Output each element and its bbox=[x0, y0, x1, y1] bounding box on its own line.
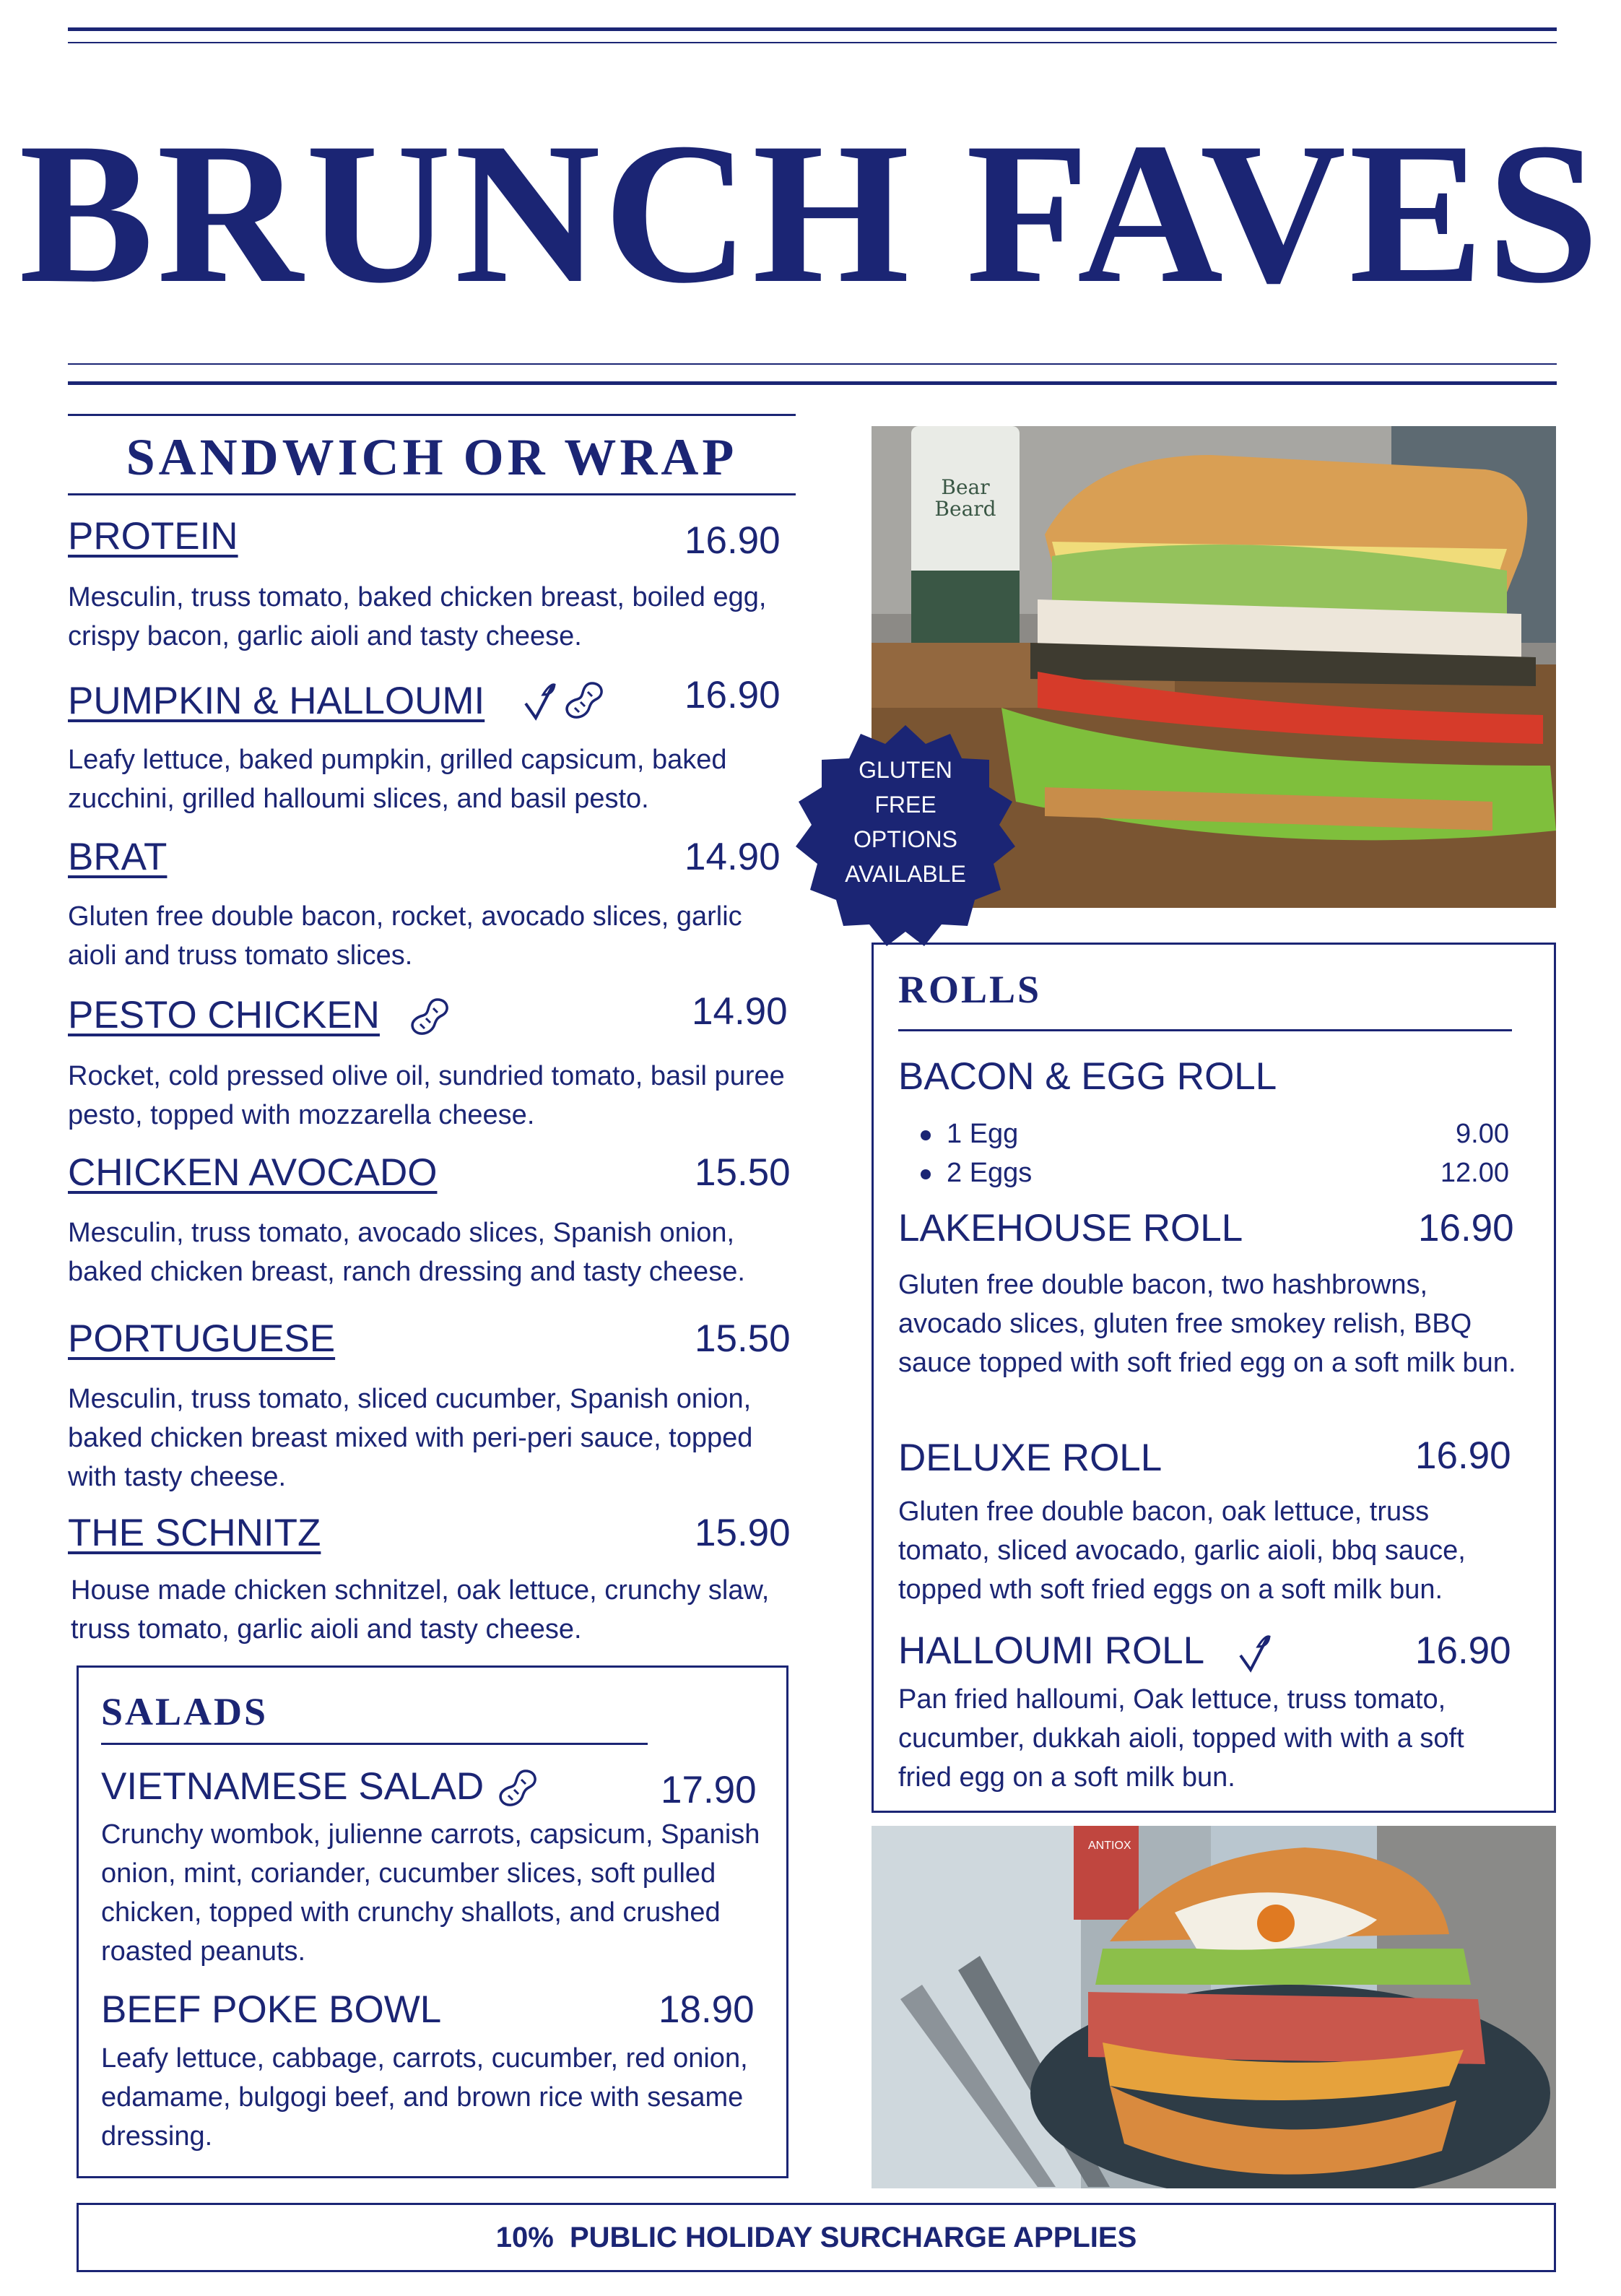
menu-item-price: 15.50 bbox=[695, 1151, 791, 1194]
vegetarian-icon bbox=[1236, 1631, 1272, 1676]
menu-item-description: Gluten free double bacon, rocket, avocado slices, garlic aioli and truss tomato slices. bbox=[68, 901, 742, 971]
menu-item-name: BRAT bbox=[68, 836, 168, 878]
menu-item-price: 16.90 bbox=[685, 674, 781, 716]
peanut-icon bbox=[409, 995, 452, 1040]
menu-item-price: 14.90 bbox=[685, 836, 781, 878]
menu-item-name: PROTEIN bbox=[68, 515, 238, 558]
cup-brand-text: Bear Beard bbox=[934, 475, 996, 521]
badge-line: GLUTEN bbox=[859, 757, 952, 783]
sandwich-section-title: SANDWICH OR WRAP bbox=[126, 428, 738, 486]
bullet bbox=[921, 1130, 931, 1140]
option-label: 1 Egg bbox=[947, 1119, 1019, 1149]
menu-item-description: Crunchy wombok, julienne carrots, capsicum, Spanish onion, mint, coriander, cucumber slices, soft pulled chicken, topped with crunchy shallots, and crushed roasted peanuts. bbox=[101, 1819, 760, 1967]
menu-item-name: CHICKEN AVOCADO bbox=[68, 1151, 438, 1194]
menu-item-description: Mesculin, truss tomato, sliced cucumber, Spanish onion, baked chicken breast mixed with peri-peri sauce, topped with tasty cheese. bbox=[68, 1384, 753, 1492]
sandwich-title-rule-bottom bbox=[68, 493, 796, 495]
option-price: 12.00 bbox=[1440, 1158, 1509, 1188]
header-top-rule-thick bbox=[68, 27, 1557, 31]
page-title: BRUNCH FAVES bbox=[19, 100, 1602, 325]
menu-item-name: PESTO CHICKEN bbox=[68, 994, 380, 1036]
option-label: 2 Eggs bbox=[947, 1158, 1033, 1188]
header-bottom-rule-thick bbox=[68, 381, 1557, 385]
badge-line: AVAILABLE bbox=[845, 861, 966, 887]
peanut-icon bbox=[497, 1767, 540, 1811]
badge-line: FREE bbox=[874, 792, 936, 818]
surcharge-notice: 10% PUBLIC HOLIDAY SURCHARGE APPLIES bbox=[495, 2222, 1137, 2253]
badge-line: OPTIONS bbox=[853, 826, 957, 852]
header-top-rule-thin bbox=[68, 42, 1557, 43]
menu-item-name: BACON & EGG ROLL bbox=[898, 1055, 1277, 1098]
menu-item-description: Gluten free double bacon, two hashbrowns, avocado slices, gluten free smokey relish, BBQ sauce topped with soft fried egg on a soft milk bun. bbox=[898, 1270, 1516, 1378]
menu-item-name: PORTUGUESE bbox=[68, 1317, 336, 1360]
menu-item-price: 16.90 bbox=[1415, 1629, 1511, 1672]
gluten-free-badge bbox=[790, 722, 1021, 953]
menu-item-description: Mesculin, truss tomato, avocado slices, Spanish onion, baked chicken breast, ranch dressing and tasty cheese. bbox=[68, 1218, 745, 1287]
vegetarian-icon bbox=[521, 679, 557, 724]
list-item bbox=[921, 1153, 1509, 1192]
salads-section-title: SALADS bbox=[101, 1690, 269, 1733]
menu-item-price: 16.90 bbox=[1418, 1207, 1514, 1249]
menu-item-description: Pan fried halloumi, Oak lettuce, truss tomato, cucumber, dukkah aioli, topped with with a soft fried egg on a soft milk bun. bbox=[898, 1684, 1464, 1793]
menu-item-price: 18.90 bbox=[659, 1988, 755, 2031]
bottle-label-text: ANTIOX bbox=[1088, 1840, 1131, 1852]
menu-item-name: THE SCHNITZ bbox=[68, 1512, 321, 1554]
bullet bbox=[921, 1169, 931, 1179]
rolls-title-rule bbox=[898, 1029, 1512, 1031]
list-item bbox=[921, 1114, 1509, 1153]
roll-photo bbox=[872, 1826, 1556, 2188]
option-price: 9.00 bbox=[1456, 1119, 1509, 1149]
menu-item-description: Leafy lettuce, cabbage, carrots, cucumber, red onion, edamame, bulgogi beef, and brown rice with sesame dressing. bbox=[101, 2043, 748, 2152]
sandwich-title-rule-top bbox=[68, 414, 796, 416]
menu-item-price: 15.50 bbox=[695, 1317, 791, 1360]
rolls-section-title: ROLLS bbox=[898, 968, 1042, 1011]
menu-item-description: Mesculin, truss tomato, baked chicken breast, boiled egg, crispy bacon, garlic aioli and tasty cheese. bbox=[68, 582, 767, 651]
menu-item-price: 17.90 bbox=[661, 1769, 757, 1811]
menu-item-price: 15.90 bbox=[695, 1512, 791, 1554]
menu-item-name: BEEF POKE BOWL bbox=[101, 1988, 442, 2031]
menu-item-price: 16.90 bbox=[1415, 1434, 1511, 1477]
menu-item-name: VIETNAMESE SALAD bbox=[101, 1765, 484, 1808]
menu-item-name: LAKEHOUSE ROLL bbox=[898, 1207, 1243, 1249]
peanut-icon bbox=[563, 679, 607, 724]
menu-item-price: 14.90 bbox=[692, 990, 788, 1033]
menu-item-description: House made chicken schnitzel, oak lettuce, crunchy slaw, truss tomato, garlic aioli and tasty cheese. bbox=[71, 1575, 770, 1645]
menu-item-description: Gluten free double bacon, oak lettuce, truss tomato, sliced avocado, garlic aioli, bbq sauce, topped wth soft fried eggs on a soft milk bun. bbox=[898, 1496, 1466, 1605]
header-bottom-rule-thin bbox=[68, 363, 1557, 365]
salads-title-rule bbox=[101, 1743, 648, 1745]
menu-item-description: Rocket, cold pressed olive oil, sundried tomato, basil puree pesto, topped with mozzarella cheese. bbox=[68, 1061, 785, 1130]
menu-item-description: Leafy lettuce, baked pumpkin, grilled capsicum, baked zucchini, grilled halloumi slices, and basil pesto. bbox=[68, 745, 727, 814]
menu-item-name: HALLOUMI ROLL bbox=[898, 1629, 1205, 1672]
menu-item-name: DELUXE ROLL bbox=[898, 1437, 1162, 1479]
menu-item-name: PUMPKIN & HALLOUMI bbox=[68, 680, 485, 722]
menu-item-price: 16.90 bbox=[685, 519, 781, 562]
